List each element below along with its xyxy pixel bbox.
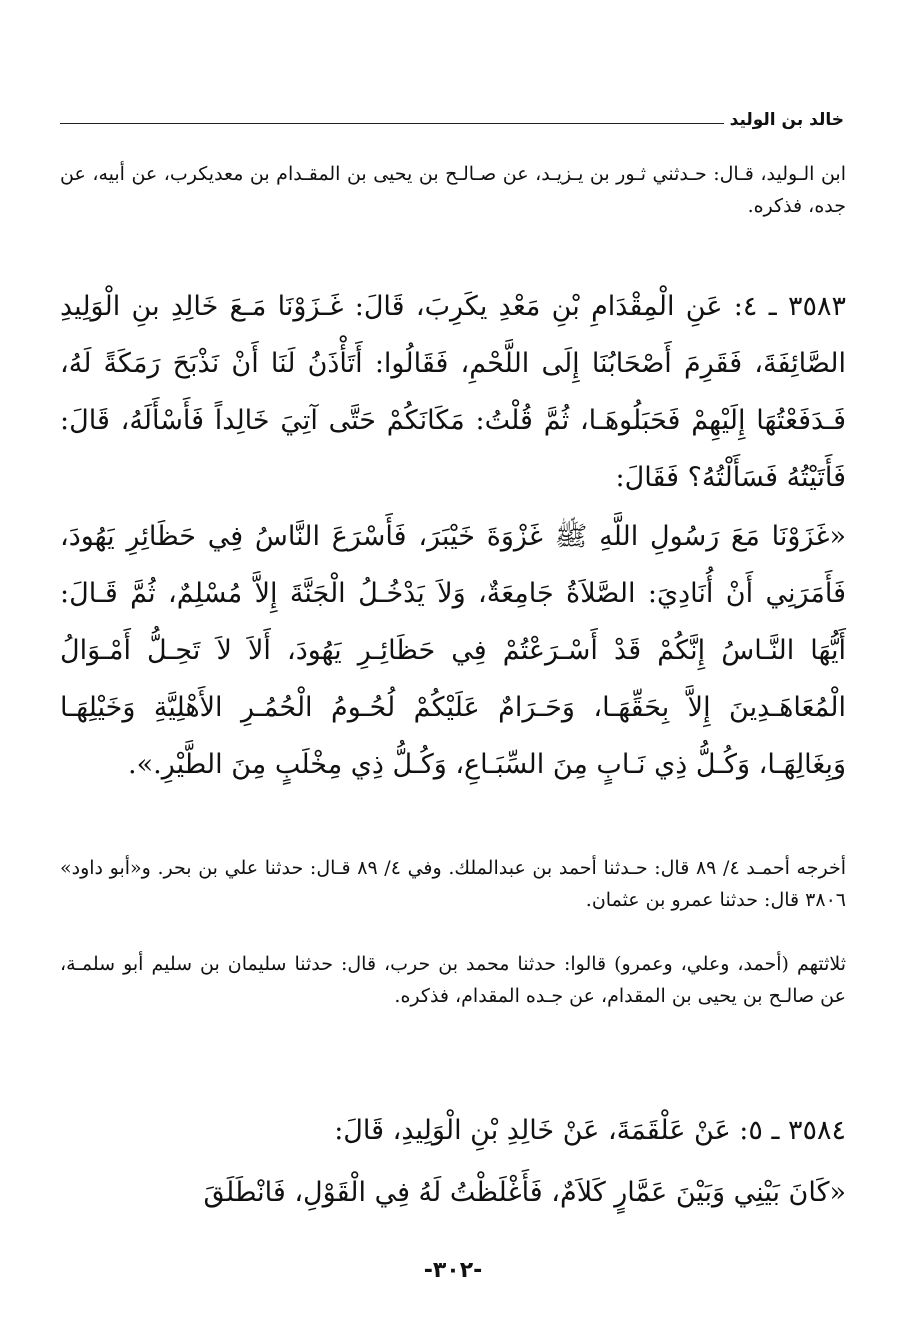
hadith-3583-intro: ٣٥٨٣ ـ ٤: عَنِ الْمِقْدَامِ بْنِ مَعْدِ يكَرِبَ، قَالَ: غَـزَوْنَا مَـعَ خَالِدِ بنِ الْوَلِيدِ الصَّائِفَةَ، فَقَرِمَ أَصْحَابُنَا إِلَى اللَّحْمِ، فَقَالُوا: أَتَأْذَنُ لَنَا أَنْ نَذْبَحَ رَمَكَةً لَهُ، فَـدَفَعْتُهَا إِلَيْهِمْ فَحَبَلُوهَـا، ثُمَّ قُلْتُ: مَكَانَكُمْ حَتَّى آتِيَ خَالِداً فَأَسْأَلَهُ، قَالَ: فَأَتَيْتُهُ فَسَأَلْتُهُ؟ فَقَالَ:: [60, 291, 846, 493]
takhrij-paragraph-1: أخرجه أحمـد ٤/ ٨٩ قال: حـدثنا أحمد بن عبدالملك. وفي ٤/ ٨٩ قـال: حدثنا علي بن بحر. و«أبو داود» ٣٨٠٦ قال: حدثنا عمرو بن عثمان.: [60, 857, 846, 911]
hadith-3584-intro: ٣٥٨٤ ـ ٥: عَنْ عَلْقَمَةَ، عَنْ خَالِدِ بْنِ الْوَلِيدِ، قَالَ:: [334, 1115, 846, 1146]
takhrij-paragraph-2: ثلاثتهم (أحمد، وعلي، وعمرو) قالوا: حدثنا محمد بن حرب، قال: حدثنا سليمان بن سليم أبو سلمـة، عن صالـح بن يحيى بن المقدام، عن جـده المقدام، فذكره.: [60, 953, 846, 1007]
hadith-3583-quote: «غَزَوْنَا مَعَ رَسُولِ اللَّهِ ﷺ غَزْوَةَ خَيْبَرَ، فَأَسْرَعَ النَّاسُ فِي حَظَائِرِ يَهُودَ، فَأَمَرَنِي أَنْ أُنَادِيَ: الصَّلاَةُ جَامِعَةٌ، وَلاَ يَدْخُـلُ الْجَنَّةَ إِلاَّ مُسْلِمٌ، ثُمَّ قَـالَ: أَيُّهَا النَّـاسُ إِنَّكُمْ قَدْ أَسْـرَعْتُمْ فِي حَظَائِـرِ يَهُودَ، أَلاَ لاَ تَحِـلُّ أَمْـوَالُ الْمُعَاهَـدِينَ إِلاَّ بِحَقِّهَـا، وَحَـرَامٌ عَلَيْكُمْ لُحُـومُ الْحُمُـرِ الأَهْلِيَّةِ وَخَيْلِهَـا وَبِغَالِهَـا، وَكُـلُّ ذِي نَـابٍ مِنَ السِّبَـاعِ، وَكُـلُّ ذِي مِخْلَبٍ مِنَ الطَّيْرِ.».: [60, 521, 846, 780]
running-header: [60, 105, 844, 135]
isnad-continuation: ابن الـوليد، قـال: حـدثني ثـور بن يـزيـد، عن صـالـح بن يحيى بن المقـدام بن معديكرب، عن أبيه، عن جده، فذكره.: [60, 163, 847, 217]
header-rule: [60, 123, 724, 124]
header-title: خالد بن الوليد: [729, 110, 844, 130]
hadith-3584-quote: «كَانَ بَيْنِي وَبَيْنَ عَمَّارٍ كَلاَمٌ، فَأَغْلَظْتُ لَهُ فِي الْقَوْلِ، فَانْطَلَقَ: [203, 1177, 846, 1208]
page-number: -٣٠٢-: [423, 1258, 483, 1283]
